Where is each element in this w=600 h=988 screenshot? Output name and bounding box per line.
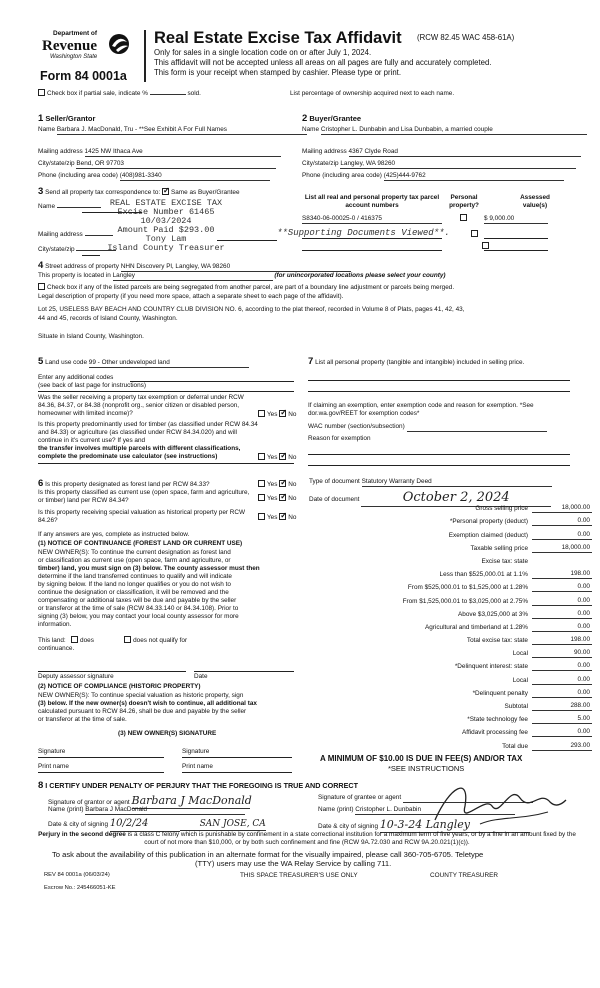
s3-mail-row: Mailing address (38, 231, 113, 239)
current-use-question: Is this property classified as current use (open space, farm and agriculture, or timber) land per RCW 84.34? (38, 489, 250, 504)
tax-calculation (307, 500, 592, 751)
escrow-number: Escrow No.: 245466051-KE (44, 885, 116, 891)
section7-label: 7 List all personal property (tangible and intangible) included in selling price. (308, 356, 525, 367)
located-field[interactable]: Langley (113, 272, 273, 281)
tax-row-label: Subtotal (504, 703, 528, 710)
tax-row (307, 671, 592, 684)
this-land-row: This land: does does not qualify for (38, 637, 188, 644)
buyer-phone-row: Phone (including area code) (425)444-9762 (302, 172, 564, 181)
dor-swirl-icon (106, 32, 132, 56)
tax-row-value[interactable]: 90.00 (532, 649, 592, 658)
tax-row (307, 500, 592, 513)
tax-row-label: *State technology fee (467, 716, 528, 724)
tax-row-value[interactable]: 198.00 (532, 570, 592, 579)
grantor-date-field[interactable]: 10/2/24 (110, 818, 180, 832)
tax-row (307, 698, 592, 711)
tax-row-label: Affidavit processing fee (462, 729, 528, 737)
tax-row-value[interactable]: 0.00 (532, 597, 592, 606)
tax-row (307, 685, 592, 698)
grantee-date-row: Date & city of signing 10-3-24 Langley (318, 818, 530, 833)
tax-row-value[interactable]: 5.00 (532, 715, 592, 724)
minimum-due-notice: A MINIMUM OF $10.00 IS DUE IN FEE(S) AND/OR TAX (320, 754, 523, 763)
tax-row (307, 711, 592, 724)
notice-continuance-body: NEW OWNER(S): To continue the current designation as forest land or classification as current use (open space, farm and agriculture, or timber) land, you must sign on (3) below. The county assessor must then determine if the land transferred continues to qualify and will indicate by signing below. If the land no longer qualifies or you do not wish to continue the designation or classification, it will be removed and the compensating or additional taxes will be due and payable by the seller or transferor at the time of sale (RCW 84.33.140 or 84.34.108). Prior to signing (3) below, you may contact your local county assessor for more information. (38, 549, 260, 628)
land-use-row: 5 Land use code 99 - Other undeveloped land (38, 356, 249, 368)
tax-row-label: Local (512, 676, 528, 684)
q2-yes-checkbox[interactable] (258, 453, 265, 460)
parcel-number-field[interactable]: S8340-06-00025-0 / 416375 (302, 215, 442, 224)
additional-codes-label: Enter any additional codes (38, 374, 114, 381)
same-as-buyer-checkbox[interactable] (162, 188, 169, 195)
tax-row-label: Gross selling price (475, 505, 528, 513)
buyer-city-row: City/state/zip Langley, WA 98260 (302, 160, 576, 169)
see-instructions: *SEE INSTRUCTIONS (388, 764, 465, 773)
grantor-signature[interactable]: Barbara J MacDonald (131, 794, 252, 807)
buyer-name-row: Name Cristopher L. Dunbabin and Lisa Dunbabin, a married couple (302, 126, 587, 135)
current-use-no-checkbox[interactable] (279, 494, 286, 501)
tax-row-value[interactable]: 0.00 (532, 662, 592, 671)
deputy-date-label: Date (194, 673, 208, 680)
parcel-column-head: List all real and personal property tax parcel account numbers (304, 194, 440, 209)
reason-row: Reason for exemption (308, 435, 371, 442)
tax-row-value[interactable]: 198.00 (532, 636, 592, 645)
dept-line2: Revenue (42, 38, 97, 54)
deputy-signature-label: Deputy assessor signature (38, 673, 114, 680)
buyer-heading: Buyer/Grantee (309, 114, 362, 123)
seller-city-field[interactable]: Bend, OR 97703 (76, 160, 276, 169)
historic-no-checkbox[interactable] (279, 513, 286, 520)
doc-type-field[interactable]: Statutory Warranty Deed (362, 478, 552, 487)
personal-property-checkbox-3[interactable] (482, 242, 489, 249)
seller-heading: Seller/Grantor (45, 114, 96, 123)
tax-row (307, 566, 592, 579)
grantee-date-field[interactable]: 10-3-24 Langley (380, 818, 530, 833)
q2-no-checkbox[interactable] (279, 453, 286, 460)
personal-property-checkbox-2[interactable] (471, 230, 478, 237)
tax-row (307, 540, 592, 553)
grantee-name-field[interactable]: Cristopher L. Dunbabin (355, 806, 515, 815)
tax-row-label: Above $3,025,000 at 3% (458, 610, 528, 618)
tax-row (307, 645, 592, 658)
tax-row (307, 579, 592, 592)
land-use-field[interactable]: 99 - Other undeveloped land (89, 359, 249, 368)
notice-continuance-head: (1) NOTICE OF CONTINUANCE (FOREST LAND OR CURRENT USE) (38, 540, 243, 547)
seller-name-row: Name Barbara J. MacDonald, Tru - **See Exhibit A For Full Names (38, 126, 307, 135)
wac-field[interactable] (407, 423, 547, 432)
segregated-row: Check box if any of the listed parcels are being segregated from another parcel, are part of a boundary line adjustment or parcels being merged. (38, 283, 454, 292)
tax-row (307, 737, 592, 750)
tax-row-label: *Personal property (deduct) (449, 518, 528, 526)
county-treasurer: COUNTY TREASURER (430, 872, 498, 879)
tax-row-value[interactable]: 0.00 (532, 689, 592, 698)
section3-heading: 3 Send all property tax correspondence to: ✓ Same as Buyer/Grantee (38, 186, 240, 198)
dept-line1: Department of (53, 30, 98, 37)
tax-row-label: Total due (502, 742, 528, 750)
grantee-signature (430, 776, 570, 832)
seller-mail-row: Mailing address 1425 NW Ithaca Ave (38, 148, 281, 157)
legal-line1: Lot 25, USELESS BAY BEACH AND COUNTRY CLUB DIVISION NO. 6, according to the plat thereof, recorded in Volume 8 of Plats, pages 41, 42, 43, (38, 306, 465, 313)
tax-row (307, 606, 592, 619)
tax-row-label: *Delinquent interest: state (454, 663, 528, 671)
header-line1: Only for sales in a single location code on or after July 1, 2024. (154, 48, 372, 57)
grantor-name-row: Name (print) Barbara J MacDonald (48, 806, 245, 815)
buyer-name-field[interactable]: Cristopher L. Dunbabin and Lisa Dunbabin, a married couple (321, 126, 587, 135)
q1-yesno: Yes ✓ No (258, 410, 296, 419)
forest-yes-checkbox[interactable] (258, 480, 265, 487)
tax-row-label: Exemption claimed (deduct) (448, 531, 528, 539)
tax-row-value[interactable]: 0.00 (532, 583, 592, 592)
treasurer-stamp: REAL ESTATE EXCISE TAX Excise Number 61465 10/03/2024 Amount Paid $293.00 Tony Lam Island County Treasurer (107, 198, 225, 253)
partial-sale-checkbox[interactable] (38, 89, 45, 96)
timber-question-bold: the transfer involves multiple parcels with different classifications, (38, 445, 241, 452)
historic-question: Is this property receiving special valuation as historical property per RCW 84.26? (38, 509, 246, 524)
see-back-label: (see back of last page for instructions) (38, 382, 146, 389)
tax-row (307, 658, 592, 671)
notice-compliance-body: NEW OWNER(S): To continue special valuation as historic property, sign (3) below. If the new owner(s) doesn't wish to continue, all additional tax calculated pursuant to RCW 84.26, shall be due and payable by the seller or transferor at the time of sale. (38, 692, 257, 723)
tax-row-value[interactable]: 0.00 (532, 676, 592, 685)
exemption-instructions: If claiming an exemption, enter exemption code and reason for exemption. *See dor.wa.gov/REET for exemption codes* (308, 402, 534, 417)
state-line: Washington State (50, 54, 98, 60)
wac-row: WAC number (section/subsection) (308, 423, 547, 432)
tax-row-label: Less than $525,000.01 at 1.1% (439, 571, 528, 579)
notice-compliance-head: (2) NOTICE OF COMPLIANCE (HISTORIC PROPERTY) (38, 683, 201, 690)
doc-date-field[interactable]: October 2, 2024 (361, 490, 551, 507)
timber-question: Is this property predominantly used for timber (as classified under RCW 84.34 and 84.33) or agriculture (as classified under RCW 84.34.020) and will continue in it's current use? If yes and (38, 421, 258, 444)
assessed-value-field[interactable]: $ 9,000.00 (484, 215, 548, 224)
legal-line2: 44 and 45, records of Island County, Washington. (38, 315, 178, 322)
forest-question: 6 Is this property designated as forest land per RCW 84.33? (38, 478, 210, 489)
accessibility-line2: (TTY) users may use the WA Relay Service by calling 711. (195, 859, 392, 868)
current-use-yes-checkbox[interactable] (258, 494, 265, 501)
owner-signature-label-2: Signature (182, 748, 210, 755)
tax-row (307, 553, 592, 566)
tax-row (307, 724, 592, 737)
accessibility-line1: To ask about the availability of this publication in an alternate format for the visually impaired, please call 360-705-6705. Teletype (52, 850, 484, 859)
grantee-name-row: Name (print) Cristopher L. Dunbabin (318, 806, 515, 815)
dor-logo (40, 30, 132, 70)
tax-row-label: Local (512, 650, 528, 658)
buyer-mail-row: Mailing address 4367 Clyde Road (302, 148, 581, 157)
treasurer-space: THIS SPACE TREASURER'S USE ONLY (240, 872, 358, 879)
seller-mail-field[interactable]: 1425 NW Ithaca Ave (85, 148, 281, 157)
grantor-name-field[interactable]: Barbara J MacDonald (85, 806, 245, 815)
grantor-city-field[interactable]: SAN JOSE, CA (180, 819, 266, 831)
revision: REV 84 0001a (06/03/24) (44, 872, 110, 878)
partial-sale-row: Check box if partial sale, indicate % sold. (38, 89, 201, 98)
tax-row-label: From $525,000.01 to $1,525,000 at 1.28% (407, 584, 528, 592)
tax-row (307, 592, 592, 605)
q1-no-checkbox[interactable] (279, 410, 286, 417)
tax-row-label: *Delinquent penalty (472, 689, 528, 697)
personal-column-head: Personal property? (449, 194, 479, 209)
tax-row-value[interactable]: 0.00 (532, 517, 592, 526)
situate-line: Situate in Island County, Washington. (38, 333, 144, 340)
form-number: Form 84 0001a (40, 69, 127, 83)
form-title: Real Estate Excise Tax Affidavit (154, 29, 402, 47)
header-line3: This form is your receipt when stamped by cashier. Please type or print. (154, 68, 402, 77)
continuance-label: continuance. (38, 645, 75, 652)
tax-row-label: Total excise tax: state (466, 637, 528, 645)
tax-row-label: From $1,525,000.01 to $3,025,000 at 2.75% (402, 597, 528, 605)
tax-row (307, 513, 592, 526)
tax-row-label: Agricultural and timberland at 1.28% (424, 623, 528, 631)
tax-row-value[interactable]: 0.00 (532, 623, 592, 632)
tax-row-label: Taxable selling price (470, 544, 528, 552)
tax-row-value[interactable]: 288.00 (532, 702, 592, 711)
owner-print-label-1: Print name (38, 763, 69, 770)
segregated-checkbox[interactable] (38, 283, 45, 290)
historic-yes-checkbox[interactable] (258, 513, 265, 520)
new-owner-signature-head: (3) NEW OWNER(S) SIGNATURE (118, 730, 217, 737)
seller-city-row: City/state/zip Bend, OR 97703 (38, 160, 276, 169)
owner-print-label-2: Print name (182, 763, 213, 770)
ownership-note: List percentage of ownership acquired next to each name. (290, 90, 455, 97)
grantor-sig-row: Signature of grantor or agent Barbara J MacDonald (48, 794, 252, 807)
seller-phone-field[interactable]: (408)981-3340 (120, 172, 270, 181)
does-not-checkbox[interactable] (124, 636, 131, 643)
tax-row (307, 632, 592, 645)
buyer-phone-field[interactable]: (425)444-9762 (384, 172, 564, 181)
street-address-field[interactable]: NHN Discovery Pl, Langley, WA 98260 (121, 263, 351, 272)
buyer-mail-field[interactable]: 4367 Clyde Road (349, 148, 581, 157)
tax-row (307, 526, 592, 539)
tax-row-label: Excise tax: state (481, 557, 528, 565)
grantee-sig-row: Signature of grantee or agent (318, 794, 533, 803)
tax-row-value[interactable]: 293.00 (532, 742, 592, 751)
legal-label: Legal description of property (if you need more space, attach a separate sheet to each page of the affidavit). (38, 293, 344, 300)
tax-row-value[interactable]: 18,000.00 (532, 504, 592, 513)
q1-yes-checkbox[interactable] (258, 410, 265, 417)
assessed-column-head: Assessed value(s) (520, 194, 550, 209)
s3-city-row: City/state/zip (38, 246, 116, 254)
tax-row-value[interactable]: 0.00 (532, 610, 592, 619)
header-line2: This affidavit will not be accepted unless all areas on all pages are fully and accurately completed. (154, 58, 492, 67)
street-address-row: 4 Street address of property NHN Discovery Pl, Langley, WA 98260 (38, 260, 351, 272)
owner-signature-label-1: Signature (38, 748, 66, 755)
located-row: This property is located in Langley (for unincorporated locations please select your county) (38, 272, 446, 279)
supporting-docs-viewed: **Supporting Documents Viewed**. (277, 228, 450, 238)
tax-row-value[interactable]: 0.00 (532, 531, 592, 540)
forest-no-checkbox[interactable] (279, 480, 286, 487)
grantor-date-row: Date & city of signing 10/2/24 SAN JOSE, CA (48, 818, 266, 832)
buyer-city-field[interactable]: Langley, WA 98260 (340, 160, 576, 169)
perjury-notice: Perjury in the second degree is a class C felony which is punishable by confinement in a state correctional institution for a maximum term of five years, or by a fine in an amount fixed by the court of not more than $10,000, or by both such confinement and fine (RCW 9A.72.030 and RCW 9A.20.021(1)(c)). (38, 831, 576, 846)
doc-type-row: Type of document Statutory Warranty Deed (309, 478, 552, 487)
seller-name-field[interactable]: Barbara J. MacDonald, Tru - **See Exhibit A For Full Names (57, 126, 307, 135)
does-checkbox[interactable] (71, 636, 78, 643)
tax-row (307, 619, 592, 632)
doc-date-row: Date of document October 2, 2024 (309, 490, 551, 507)
statute: (RCW 82.45 WAC 458-61A) (417, 33, 515, 42)
timber-question-calc: complete the predominate use calculator (see instructions) (38, 453, 218, 460)
s3-name-row: Name (38, 203, 101, 211)
personal-property-checkbox-1[interactable] (460, 214, 467, 221)
certify-line: 8 I CERTIFY UNDER PENALTY OF PERJURY THAT THE FOREGOING IS TRUE AND CORRECT (38, 780, 358, 791)
exemption-question: Was the seller receiving a property tax exemption or deferral under RCW 84.36, 84.37, or 84.38 (nonprofit org., senior citizen or disabled person, homeowner with limited income)? (38, 394, 244, 417)
if-any-yes: If any answers are yes, complete as instructed below. (38, 531, 190, 538)
tax-row-value[interactable]: 18,000.00 (532, 544, 592, 553)
seller-phone-row: Phone (including area code) (408)981-3340 (38, 172, 270, 181)
tax-row-value[interactable]: 0.00 (532, 728, 592, 737)
q2-yesno: Yes ✓ No (258, 453, 296, 462)
